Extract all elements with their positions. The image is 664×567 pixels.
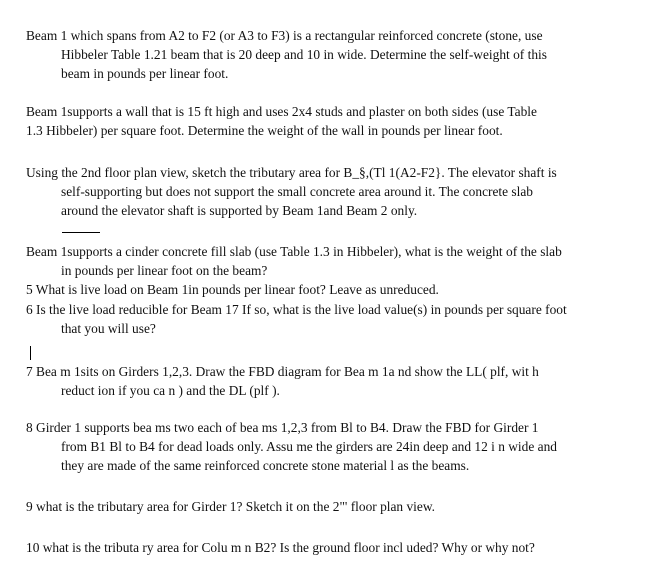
question-3-line-1: Using the 2nd floor plan view, sketch the tributary area for B_§,(Tl 1(A2-F2}. The elevator shaft is (26, 165, 557, 180)
question-9 (26, 497, 652, 516)
question-5-line-1: 5 What is live load on Beam 1in pounds per linear foot? Leave as unreduced. (26, 282, 439, 297)
question-1-line-3: beam in pounds per linear foot. (61, 66, 229, 81)
question-1-line-1: Beam 1 which spans from A2 to F2 (or A3 to F3) is a rectangular reinforced concrete (stone, use (26, 28, 543, 43)
question-7-line-1: 7 Bea m 1sits on Girders 1,2,3. Draw the FBD diagram for Bea m 1a nd show the LL( plf, wit h (26, 364, 539, 379)
question-10-line-1: 10 what is the tributa ry area for Colu m n B2? Is the ground floor incl uded? Why or why not? (26, 540, 535, 555)
question-6-line-1: 6 Is the live load reducible for Beam 17 If so, what is the live load value(s) in pounds per square foot (26, 302, 567, 317)
question-6 (26, 300, 652, 338)
question-3-line-3: around the elevator shaft is supported by Beam 1and Beam 2 only. (61, 203, 418, 218)
question-7-line-2: reduct ion if you ca n ) and the DL (plf ). (61, 383, 280, 398)
question-2-line-2: 1.3 Hibbeler) per square foot. Determine the weight of the wall in pounds per linear foot. (26, 123, 503, 138)
question-4-line-1: Beam 1supports a cinder concrete fill slab (use Table 1.3 in Hibbeler), what is the weight of the slab (26, 244, 562, 259)
question-1 (26, 26, 652, 83)
separator-line (62, 232, 100, 233)
question-9-line-1: 9 what is the tributary area for Girder 1? Sketch it on the 2"' floor plan view. (26, 499, 435, 514)
question-8 (26, 418, 652, 475)
question-3 (26, 163, 652, 220)
text-cursor (30, 346, 31, 360)
question-2-line-1: Beam 1supports a wall that is 15 ft high and uses 2x4 studs and plaster on both sides (use Table (26, 104, 537, 119)
question-7 (26, 362, 652, 400)
question-4-line-2: in pounds per linear foot on the beam? (61, 263, 268, 278)
question-8-line-3: they are made of the same reinforced concrete stone material l as the beams. (61, 458, 470, 473)
question-10 (26, 538, 652, 557)
question-8-line-1: 8 Girder 1 supports bea ms two each of bea ms 1,2,3 from Bl to B4. Draw the FBD for Girder 1 (26, 420, 539, 435)
question-2 (26, 102, 652, 140)
question-8-line-2: from B1 Bl to B4 for dead loads only. Assu me the girders are 24in deep and 12 i n wide and (61, 439, 557, 454)
question-6-line-2: that you will use? (61, 321, 156, 336)
question-1-line-2: Hibbeler Table 1.21 beam that is 20 deep and 10 in wide. Determine the self-weight of this (61, 47, 547, 62)
question-3-line-2: self-supporting but does not support the small concrete area around it. The concrete slab (61, 184, 534, 199)
question-5 (26, 280, 652, 299)
question-4 (26, 242, 652, 280)
